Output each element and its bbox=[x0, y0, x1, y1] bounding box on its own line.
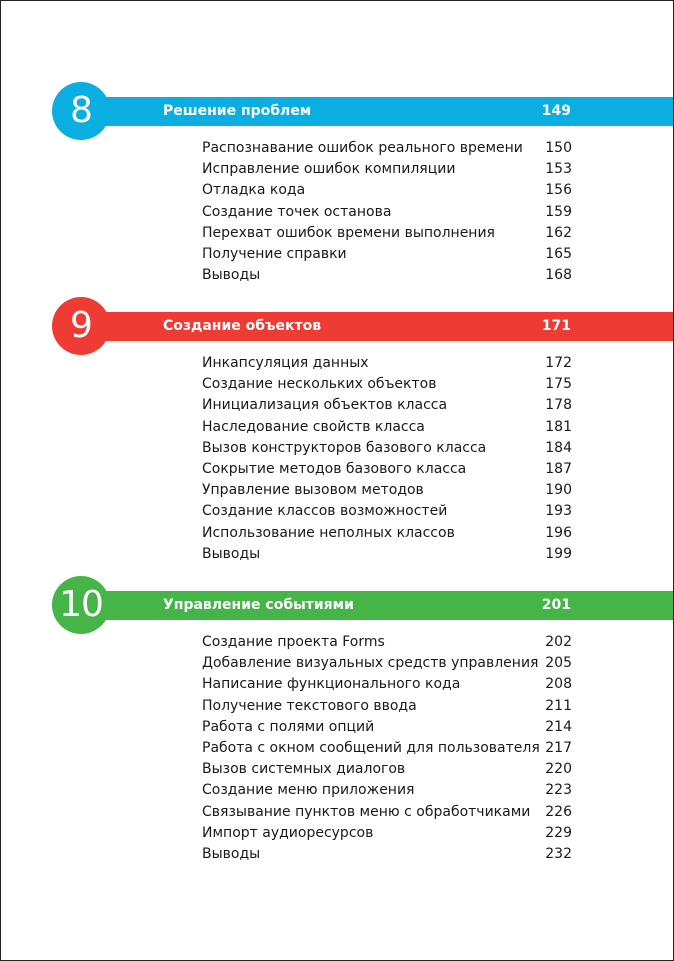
toc-entry[interactable] bbox=[202, 780, 572, 801]
toc-entry[interactable] bbox=[202, 138, 572, 159]
toc-entry-page: 211 bbox=[545, 697, 572, 714]
toc-entry-page: 172 bbox=[545, 355, 572, 371]
toc-entry-label: Вызов конструкторов базового класса bbox=[202, 439, 487, 456]
toc-entry-label: Исправление ошибок компиляции bbox=[202, 161, 456, 178]
toc-entry-page: 229 bbox=[545, 824, 572, 841]
toc-entry-page: 205 bbox=[545, 655, 572, 672]
toc-entry-page: 232 bbox=[545, 845, 572, 862]
toc-entry-label: Распознавание ошибок реального времени bbox=[202, 140, 523, 156]
toc-entry[interactable] bbox=[202, 223, 572, 244]
chapter-10-items bbox=[202, 632, 572, 865]
chapter-8-title: Решение проблем bbox=[163, 103, 312, 119]
chapter-10-title: Управление событиями bbox=[163, 597, 354, 613]
toc-entry-label: Создание нескольких объектов bbox=[202, 376, 437, 393]
toc-entry-label: Отладка кода bbox=[202, 182, 306, 199]
toc-entry-label: Выводы bbox=[202, 267, 261, 284]
toc-entry-label: Написание функционального кода bbox=[202, 676, 461, 693]
toc-entry-label: Управление вызовом методов bbox=[202, 482, 424, 499]
toc-entry-label: Создание меню приложения bbox=[202, 782, 415, 799]
toc-entry[interactable] bbox=[202, 395, 572, 416]
toc-entry-label: Перехват ошибок времени выполнения bbox=[202, 224, 495, 241]
toc-entry-page: 199 bbox=[545, 545, 572, 562]
toc-entry-label: Работа с окном сообщений для пользователя bbox=[202, 739, 540, 756]
chapter-10-page: 201 bbox=[541, 597, 571, 613]
toc-entry[interactable] bbox=[202, 696, 572, 717]
toc-entry-label: Связывание пунктов меню с обработчиками bbox=[202, 803, 531, 820]
toc-entry[interactable] bbox=[202, 353, 572, 374]
toc-entry-label: Выводы bbox=[202, 845, 261, 862]
toc-entry[interactable] bbox=[202, 374, 572, 395]
toc-entry-page: 196 bbox=[545, 524, 572, 541]
toc-entry-page: 220 bbox=[545, 761, 572, 778]
toc-entry[interactable] bbox=[202, 438, 572, 459]
toc-entry[interactable] bbox=[202, 738, 572, 759]
toc-entry-label: Работа с полями опций bbox=[202, 718, 375, 735]
toc-entry-page: 181 bbox=[545, 418, 572, 435]
toc-entry[interactable] bbox=[202, 632, 572, 653]
toc-entry-page: 223 bbox=[545, 782, 572, 799]
toc-entry-page: 217 bbox=[545, 739, 572, 756]
toc-entry-label: Создание классов возможностей bbox=[202, 503, 448, 520]
toc-entry[interactable] bbox=[202, 180, 572, 201]
toc-entry-page: 153 bbox=[545, 161, 572, 178]
toc-entry[interactable] bbox=[202, 544, 572, 565]
toc-entry[interactable] bbox=[202, 501, 572, 522]
toc-entry-page: 190 bbox=[545, 482, 572, 499]
chapter-9-number: 9 bbox=[52, 297, 110, 355]
chapter-9-title: Создание объектов bbox=[163, 318, 322, 334]
toc-entry-label: Инкапсуляция данных bbox=[202, 355, 369, 371]
toc-entry[interactable] bbox=[202, 265, 572, 286]
toc-entry[interactable] bbox=[202, 653, 572, 674]
toc-entry[interactable] bbox=[202, 823, 572, 844]
toc-entry-label: Добавление визуальных средств управления bbox=[202, 655, 539, 672]
toc-entry-label: Получение текстового ввода bbox=[202, 697, 417, 714]
toc-entry-page: 208 bbox=[545, 676, 572, 693]
toc-entry-label: Получение справки bbox=[202, 245, 347, 262]
toc-entry-page: 202 bbox=[545, 634, 572, 650]
toc-entry-page: 214 bbox=[545, 718, 572, 735]
chapter-9-page: 171 bbox=[541, 318, 571, 334]
toc-entry-label: Импорт аудиоресурсов bbox=[202, 824, 374, 841]
toc-entry-page: 165 bbox=[545, 245, 572, 262]
toc-entry-label: Вызов системных диалогов bbox=[202, 761, 406, 778]
toc-entry[interactable] bbox=[202, 802, 572, 823]
toc-entry[interactable] bbox=[202, 674, 572, 695]
toc-entry-label: Сокрытие методов базового класса bbox=[202, 460, 467, 477]
toc-entry[interactable] bbox=[202, 844, 572, 865]
toc-entry[interactable] bbox=[202, 202, 572, 223]
toc-entry[interactable] bbox=[202, 417, 572, 438]
chapter-8-page: 149 bbox=[541, 103, 571, 119]
chapter-10-number: 10 bbox=[52, 576, 110, 634]
chapter-8-number: 8 bbox=[52, 82, 110, 140]
toc-entry-page: 168 bbox=[545, 267, 572, 284]
toc-entry-label: Создание точек останова bbox=[202, 203, 392, 220]
toc-entry[interactable] bbox=[202, 244, 572, 265]
toc-entry-page: 184 bbox=[545, 439, 572, 456]
toc-entry-label: Использование неполных классов bbox=[202, 524, 455, 541]
toc-entry-page: 156 bbox=[545, 182, 572, 199]
toc-entry[interactable] bbox=[202, 159, 572, 180]
toc-entry[interactable] bbox=[202, 459, 572, 480]
toc-entry[interactable] bbox=[202, 759, 572, 780]
toc-entry-page: 178 bbox=[545, 397, 572, 414]
toc-entry-label: Наследование свойств класса bbox=[202, 418, 425, 435]
toc-entry-label: Выводы bbox=[202, 545, 261, 562]
toc-entry-page: 187 bbox=[545, 460, 572, 477]
chapter-8-items bbox=[202, 138, 572, 286]
toc-entry-label: Инициализация объектов класса bbox=[202, 397, 448, 414]
toc-entry-label: Создание проекта Forms bbox=[202, 634, 385, 650]
toc-entry-page: 226 bbox=[545, 803, 572, 820]
toc-entry-page: 162 bbox=[545, 224, 572, 241]
toc-entry[interactable] bbox=[202, 523, 572, 544]
toc-entry-page: 175 bbox=[545, 376, 572, 393]
toc-entry-page: 193 bbox=[545, 503, 572, 520]
toc-entry-page: 159 bbox=[545, 203, 572, 220]
chapter-9-items bbox=[202, 353, 572, 565]
toc-entry[interactable] bbox=[202, 717, 572, 738]
toc-entry-page: 150 bbox=[545, 140, 572, 156]
toc-entry[interactable] bbox=[202, 480, 572, 501]
